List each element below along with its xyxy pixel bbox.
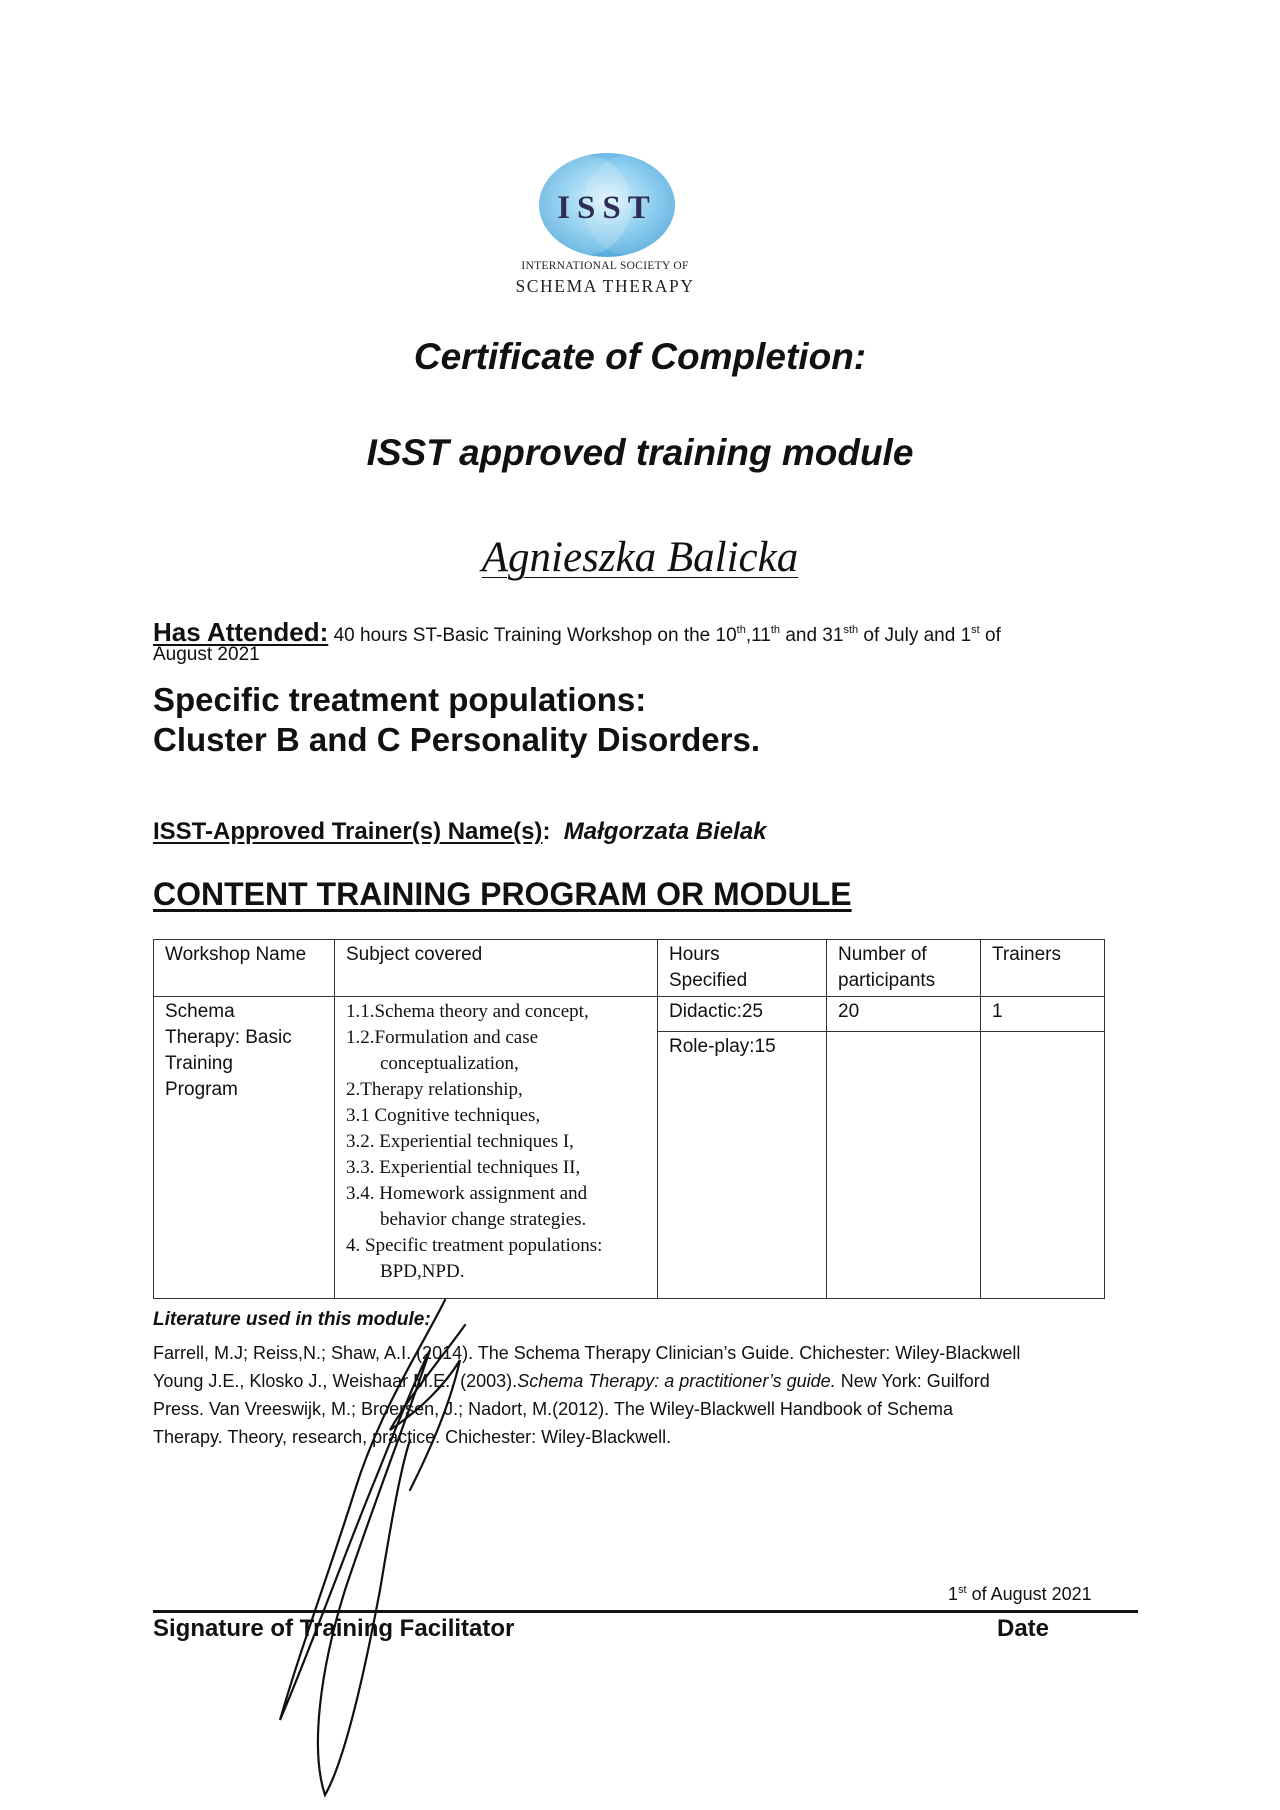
training-program-table bbox=[153, 939, 1105, 1299]
table-row bbox=[154, 997, 1105, 1032]
roleplay-hours: Role-play:15 bbox=[658, 1032, 827, 1299]
header-participants: Number of participants bbox=[827, 940, 981, 997]
approved-trainer: ISST-Approved Trainer(s) Name(s): Małgorzata Bielak bbox=[153, 818, 767, 845]
participants-count: 20 bbox=[827, 997, 981, 1032]
workshop-name-cell: Schema Therapy: Basic Training Program bbox=[154, 997, 335, 1299]
completion-date: 1st of August 2021 bbox=[948, 1584, 1092, 1604]
content-heading: CONTENT TRAINING PROGRAM OR MODULE bbox=[153, 876, 852, 912]
header-trainers: Trainers bbox=[981, 940, 1105, 997]
certificate-subtitle: ISST approved training module bbox=[366, 432, 914, 473]
literature-list: Farrell, M.J; Reiss,N.; Shaw, A.I. (2014). The Schema Therapy Clinician’s Guide. Chichester: Wiley-Blackwell Young J.E., Klosko J., Weishaar M.E., (2003).Schema Therapy: a practitioner’s guide. New York: Guilford Press. Van Vreeswijk, M.; Broersen, J.; Nadort, M.(2012). The Wiley-Blackwell Handbook of Schema Therapy. Theory, research, practice. Chichester: Wiley-Blackwell. bbox=[153, 1343, 1021, 1447]
trainer-name: Małgorzata Bielak bbox=[563, 818, 767, 845]
header-hours: Hours Specified bbox=[658, 940, 827, 997]
recipient-name: Agnieszka Balicka bbox=[481, 534, 799, 581]
subject-cell: 1.1.Schema theory and concept, 1.2.Formulation and case conceptualization, 2.Therapy relationship, 3.1 Cognitive techniques, 3.2. Experiential techniques I, 3.3. Experiential techniques II, 3.4. Homework assignment and behavior change strategies. 4. Specific treatment populations: BPD,NPD. bbox=[335, 997, 658, 1299]
trainers-count: 1 bbox=[981, 997, 1105, 1032]
header-workshop: Workshop Name bbox=[154, 940, 335, 997]
table-header-row bbox=[154, 940, 1105, 997]
literature-heading: Literature used in this module: bbox=[153, 1309, 431, 1330]
attended-statement: Has Attended: 40 hours ST-Basic Training Workshop on the 10th,11th and $31^{sth}$ of July and 1st of August 2021 bbox=[153, 617, 1001, 665]
trainer-label: ISST-Approved Trainer(s) Name(s) bbox=[153, 818, 543, 845]
attended-label: Has Attended: bbox=[153, 617, 329, 647]
date-label: Date bbox=[997, 1615, 1050, 1642]
signature-label: Signature of Training Facilitator bbox=[153, 1615, 515, 1642]
header-subject: Subject covered bbox=[335, 940, 658, 997]
logo-society-line: INTERNATIONAL SOCIETY OF bbox=[521, 260, 689, 272]
didactic-hours: Didactic:25 bbox=[658, 997, 827, 1032]
svg-text:ISST: ISST bbox=[557, 190, 657, 226]
logo-schema-line: SCHEMA THERAPY bbox=[515, 276, 695, 296]
certificate-title: Certificate of Completion: bbox=[413, 336, 867, 377]
treatment-populations: Specific treatment populations: Cluster B and C Personality Disorders. bbox=[153, 681, 761, 758]
isst-logo bbox=[485, 150, 725, 310]
signature-line bbox=[153, 1610, 1138, 1613]
